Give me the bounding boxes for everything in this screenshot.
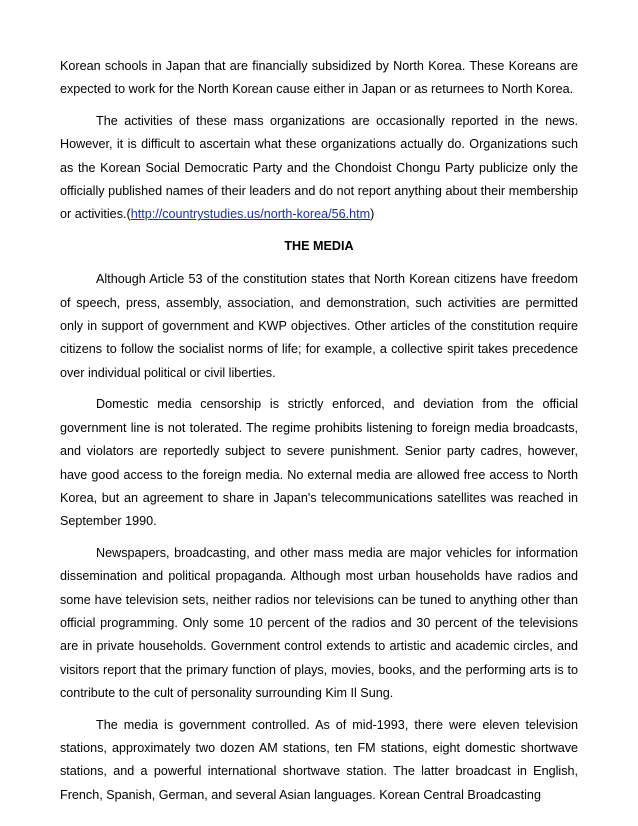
section-heading: THE MEDIA [284,238,354,253]
paragraph-3: Although Article 53 of the constitution states that North Korean citizens have freedom of speech, press, assembly, association, and demonstration, such activities are permitted only in support of government and KWP objectives. Other articles of the constitution require citizens to follow the socialist norms of life; for example, a collective spirit takes precedence over individual political or civil liberties. [60,272,578,380]
paragraph-1: Korean schools in Japan that are financially subsidized by North Korea. These Koreans are expected to work for the North Korean cause either in Japan or as returnees to North Korea. [60,59,578,97]
source-link[interactable]: http://countrystudies.us/north-korea/56.htm [130,207,371,222]
paragraph-5: Newspapers, broadcasting, and other mass media are major vehicles for information dissemination and political propaganda. Although most urban households have radios and some have television sets, neither radios nor televisions can be tuned to anything other than official programming. Only some 10 percent of the radios and 30 percent of the televisions are in private households. Government control extends to artistic and academic circles, and visitors report that the primary function of plays, movies, books, and the performing arts is to contribute to the cult of personality surrounding Kim Il Sung. [60,545,578,701]
paragraph-4: Domestic media censorship is strictly enforced, and deviation from the official government line is not tolerated. The regime prohibits listening to foreign media broadcasts, and violators are reportedly subject to severe punishment. Senior party cadres, however, have good access to the foreign media. No external media are allowed free access to North Korea, but an agreement to share in Japan's telecommunications satellites was reached in September 1990. [60,397,578,529]
paragraph-6: The media is government controlled. As of mid-1993, there were eleven television stations, approximately two dozen AM stations, ten FM stations, eight domestic shortwave stations, and a powerful international shortwave station. The latter broadcast in English, French, Spanish, German, and several Asian languages. Korean Central Broadcasting [60,717,578,802]
paragraph-2 [60,110,578,227]
document-page [60,55,578,815]
paragraph-2-text: The activities of these mass organizations are occasionally reported in the news. However, it is difficult to ascertain what these organizations actually do. Organizations such as the Korean Social Democratic Party and the Chondoist Chongu Party publicize only the officially published names of their leaders and do not report anything about their membership or activities.( [60,113,578,222]
paragraph-2-end: ) [370,207,375,222]
